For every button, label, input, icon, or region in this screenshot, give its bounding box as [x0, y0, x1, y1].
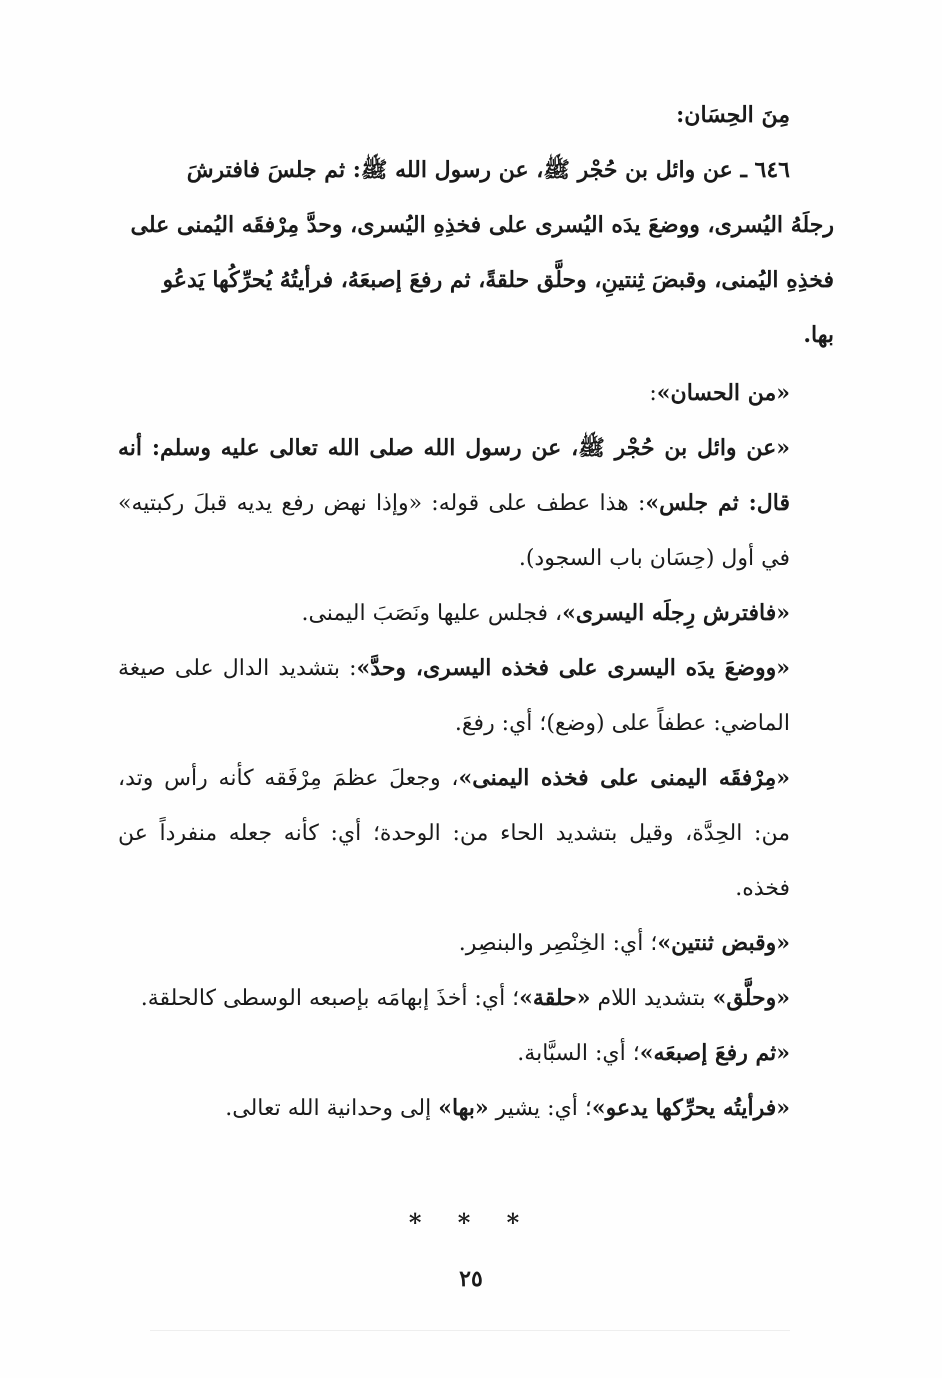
commentary-quote: «ثم رفعَ إصبعَه»: [639, 1040, 790, 1066]
commentary-quote: «حلقة»: [519, 985, 591, 1011]
section-separator: * * *: [408, 1208, 534, 1237]
commentary-text: ، وجعلَ عظمَ مِرْفَقه كأنه رأس وتد، من: الحِدَّة، وقيل بتشديد الحاء من: الوحدة؛ أي: كأنه جعله منفرداً عن فخذه.: [118, 766, 790, 901]
text-block: [118, 88, 834, 1136]
hadith-line-1-text: عن وائل بن حُجْر ﷺ، عن رسول الله ﷺ: ثم جلسَ فافترشَ: [186, 157, 733, 183]
commentary-text: ؛ أي: يشير: [488, 1096, 592, 1121]
commentary-paragraph: [118, 366, 834, 421]
commentary-paragraph: [118, 1026, 834, 1081]
commentary-text: :: [649, 381, 657, 406]
commentary-paragraph: [118, 1081, 834, 1136]
hadith-line-2: رجلَهُ اليُسرى، ووضعَ يدَه اليُسرى على فخذِهِ اليُسرى، وحدَّ مِرْفقَه اليُمنى على: [130, 212, 834, 238]
commentary-quote: «وقبض ثنتين»: [657, 930, 790, 956]
hadith-line-1: [118, 143, 834, 198]
commentary-quote: «من الحسان»: [656, 380, 790, 406]
commentary-text: : هذا عطف على قوله: «وإذا نهض رفع يديه قبلَ ركبتيه» في أول (حِسَان باب السجود).: [118, 491, 790, 571]
commentary-paragraph: [118, 971, 834, 1026]
commentary-quote: «عن وائل بن حُجْر ﷺ، عن رسول الله صلى الله تعالى عليه وسلم: أنه قال: ثم جلس»: [118, 435, 791, 516]
commentary-text: إلى وحدانية الله تعالى.: [225, 1096, 439, 1121]
hadith-number: ٦٤٦ ـ: [740, 157, 790, 183]
hadith-line-4: بها.: [803, 322, 834, 348]
commentary-text: ، فجلس عليها ونَصَبَ اليمنى.: [301, 601, 563, 626]
commentary-quote: «فرأيتُه يحرِّكها يدعو»: [591, 1095, 790, 1121]
hadith-line-3: فخذِهِ اليُمنى، وقبضَ ثِنتينِ، وحلَّق حلقةً، ثم رفعَ إصبعَهُ، فرأيتُهُ يُحرِّكُها يَدعُو: [162, 267, 834, 293]
commentary-text: ؛ أي: السبَّابة.: [517, 1041, 640, 1066]
hadith-text: [118, 143, 834, 363]
commentary-quote: «فافترش رِجلَه اليسرى»: [562, 600, 790, 626]
commentary-quote: «وحلَّق»: [712, 985, 790, 1011]
commentary-paragraph: [118, 641, 834, 751]
commentary-quote: «مِرْفقَه اليمنى على فخذه اليمنى»: [458, 765, 790, 791]
commentary-text: بتشديد اللام: [590, 986, 713, 1011]
commentary-paragraph: [118, 916, 834, 971]
page-number: ٢٥: [459, 1266, 483, 1292]
commentary-text: ؛ أي: أخذَ إبهامَه بإصبعه الوسطى كالحلقة.: [140, 986, 520, 1011]
section-heading: مِنَ الحِسَان:: [676, 102, 790, 128]
commentary-text: : بتشديد الدال على صيغة الماضي: عطفاً على (وضع)؛ أي: رفعَ.: [118, 656, 790, 736]
commentary-quote: «بها»: [438, 1095, 489, 1121]
commentary-quote: «ووضعَ يدَه اليسرى على فخذه اليسرى، وحدَّ»: [356, 655, 790, 681]
commentary-paragraph: [118, 586, 834, 641]
commentary-text: ؛ أي: الخِنْصِر والبنصِر.: [458, 931, 658, 956]
commentary-paragraph: [118, 421, 834, 586]
divider: [150, 1330, 790, 1331]
commentary-paragraph: [118, 751, 834, 916]
